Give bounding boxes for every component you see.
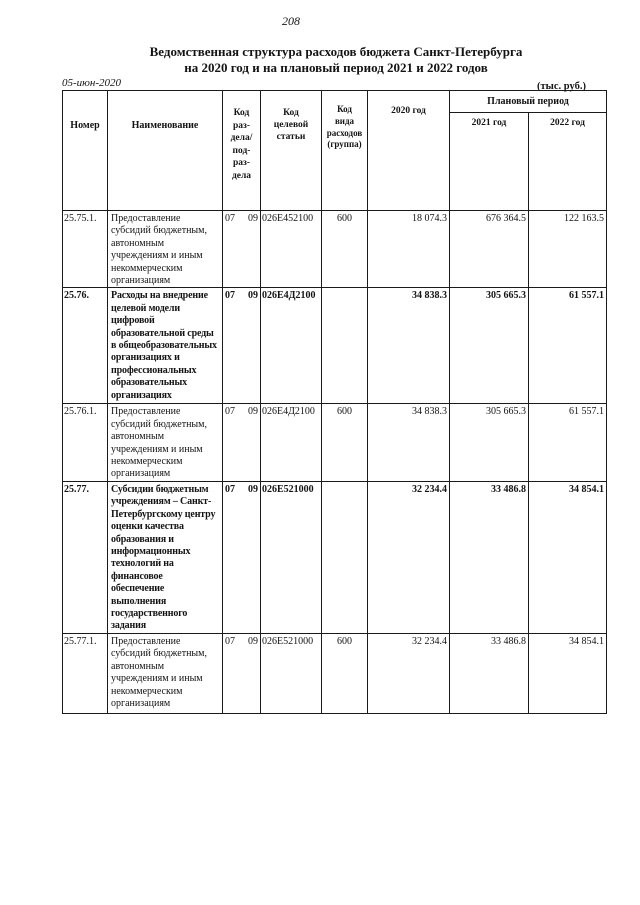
row-section: 07 xyxy=(225,406,235,418)
header-expense-type-code: Код вида расходов (группа) xyxy=(322,91,368,211)
row-section: 07 xyxy=(225,635,235,647)
title-line-2: на 2020 год и на плановый период 2021 и 2022 годов xyxy=(184,60,488,75)
header-name: Наименование xyxy=(108,91,223,211)
row-value-2021: 305 665.3 xyxy=(450,288,529,404)
document-title xyxy=(126,44,546,76)
table-row xyxy=(63,211,607,288)
row-section: 07 xyxy=(225,290,235,302)
row-value-2020: 34 838.3 xyxy=(368,404,450,481)
row-expense-type: 600 xyxy=(322,404,368,481)
row-name: Расходы на внедрение целевой модели цифровой образовательной среды в общеобразовательных организациях и профессиональных образовательных организациях xyxy=(108,288,223,404)
row-section: 07 xyxy=(225,213,235,224)
row-value-2021: 33 486.8 xyxy=(450,633,529,713)
table-row xyxy=(63,404,607,481)
row-name: Предоставление субсидий бюджетным, автономным учреждениям и иным некоммерческим организациям xyxy=(108,404,223,481)
header-year-2022: 2022 год xyxy=(529,113,607,211)
row-number: 25.76.1. xyxy=(63,404,108,481)
row-number: 25.77.1. xyxy=(63,633,108,713)
row-value-2022: 122 163.5 xyxy=(529,211,607,288)
header-section-code: Код раз- дела/ под- раз- дела xyxy=(223,91,261,211)
table-row xyxy=(63,288,607,404)
title-line-1: Ведомственная структура расходов бюджета Санкт-Петербурга xyxy=(149,44,523,59)
header-year-2021: 2021 год xyxy=(450,113,529,211)
row-section-code xyxy=(223,481,261,633)
header-row xyxy=(63,91,607,113)
row-section-code xyxy=(223,633,261,713)
row-value-2021: 305 665.3 xyxy=(450,404,529,481)
units-label: (тыс. руб.) xyxy=(537,81,586,92)
row-number: 25.77. xyxy=(63,481,108,633)
header-year-2020: 2020 год xyxy=(368,91,450,211)
row-number: 25.75.1. xyxy=(63,211,108,288)
document-date: 05-июн-2020 xyxy=(62,77,122,89)
row-target-code: 026Е521000 xyxy=(261,633,322,713)
row-expense-type xyxy=(322,481,368,633)
row-target-code: 026Е521000 xyxy=(261,481,322,633)
row-target-code: 026Е452100 xyxy=(261,211,322,288)
row-section-code xyxy=(223,288,261,404)
row-subsection: 09 xyxy=(248,406,258,418)
table-row xyxy=(63,633,607,713)
row-target-code: 026Е4Д2100 xyxy=(261,288,322,404)
row-number: 25.76. xyxy=(63,288,108,404)
page-number: 208 xyxy=(282,14,300,28)
row-section-code xyxy=(223,211,261,288)
row-expense-type: 600 xyxy=(322,633,368,713)
row-subsection: 09 xyxy=(248,483,258,495)
row-value-2020: 34 838.3 xyxy=(368,288,450,404)
header-number: Номер xyxy=(63,91,108,211)
row-value-2020: 32 234.4 xyxy=(368,481,450,633)
header-planning-period: Плановый период xyxy=(450,91,607,113)
row-expense-type: 600 xyxy=(322,211,368,288)
row-value-2022: 61 557.1 xyxy=(529,288,607,404)
row-value-2020: 32 234.4 xyxy=(368,633,450,713)
row-section: 07 xyxy=(225,483,235,495)
row-subsection: 09 xyxy=(248,290,258,302)
row-value-2020: 18 074.3 xyxy=(368,211,450,288)
row-value-2022: 34 854.1 xyxy=(529,481,607,633)
row-subsection: 09 xyxy=(248,213,258,224)
budget-table xyxy=(62,90,607,714)
row-value-2022: 61 557.1 xyxy=(529,404,607,481)
row-value-2022: 34 854.1 xyxy=(529,633,607,713)
row-name: Субсидии бюджетным учреждениям – Санкт- Петербургскому центру оценки качества образования и информационных технологий на финансовое обеспечение выполнения государственного задания xyxy=(108,481,223,633)
table-row xyxy=(63,481,607,633)
row-expense-type xyxy=(322,288,368,404)
row-section-code xyxy=(223,404,261,481)
header-target-code: Код целевой статьи xyxy=(261,91,322,211)
row-subsection: 09 xyxy=(248,635,258,647)
row-name: Предоставление субсидий бюджетным, автономным учреждениям и иным некоммерческим организациям xyxy=(108,211,223,288)
row-value-2021: 33 486.8 xyxy=(450,481,529,633)
row-name: Предоставление субсидий бюджетным, автономным учреждениям и иным некоммерческим организациям xyxy=(108,633,223,713)
row-target-code: 026Е4Д2100 xyxy=(261,404,322,481)
row-value-2021: 676 364.5 xyxy=(450,211,529,288)
